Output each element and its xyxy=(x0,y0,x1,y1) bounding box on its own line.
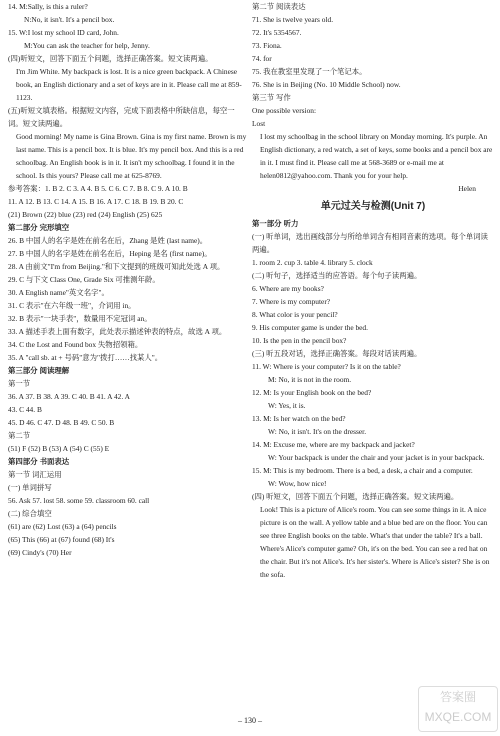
text-line: 第三节 写作 xyxy=(252,93,291,102)
text-line: 第三部分 阅读理解 xyxy=(8,366,70,375)
text-line: (二) 综合填空 xyxy=(8,509,52,518)
text-line: W: Yes, it is. xyxy=(268,401,306,410)
text-line: 9. His computer game is under the bed. xyxy=(252,323,368,332)
text-line: (四)听短文，回答下面五个问题，选择正确答案。短文读两遍。 xyxy=(8,54,213,63)
text-line: (五)听短文填表格。根据短文内容，完成下面表格中所缺信息，每空一词。短文读两遍。 xyxy=(8,106,235,128)
text-line: I lost my schoolbag in the school library on Monday morning. It's purple. An English dictionary, a red watch, a set of keys, some books and a pencil box are in it. I must find it. Please call me at 568-3689 or e-mail me at helen0812@yahoo.com. Thank you for your help. xyxy=(260,132,493,180)
text-line: (21) Brown (22) blue (23) red (24) English (25) 625 xyxy=(8,210,163,219)
text-line: 35. A "call sb. at + 号码"意为"拨打……找某人"。 xyxy=(8,353,163,362)
text-line: 第一部分 听力 xyxy=(252,219,299,228)
text-line: 8. What color is your pencil? xyxy=(252,310,338,319)
text-line: 14. M: Excuse me, where are my backpack and jacket? xyxy=(252,440,415,449)
text-line: (61) are (62) Lost (63) a (64) pencils xyxy=(8,522,117,531)
text-line: 28. A 由前文"I'm from Beijing."和下文提到的班级可知此处选 A 项。 xyxy=(8,262,225,271)
text-line: 第一节 xyxy=(8,379,31,388)
text-line: 72. It's 5354567. xyxy=(252,28,302,37)
text-line: (二) 听句子，选择适当的应答语。每个句子读两遍。 xyxy=(252,271,422,280)
text-line: 第四部分 书面表达 xyxy=(8,457,70,466)
text-line: 34. C the Lost and Found box 失物招领箱。 xyxy=(8,340,143,349)
text-line: Look! This is a picture of Alice's room. You can see some things in it. A nice picture is on the wall. A yellow table and a blue bed are on the floor. You can see three English books on the table. What's that under the table? It's a ball. Where's Alice's computer game? Oh, it's on the bed. You can see a red hat on the chair. But it's not Alice's. It's her sister's. Where is Alice's sister? She is on the sofa. xyxy=(260,505,490,579)
right-bottom-section xyxy=(252,217,494,581)
text-line: M: No, it is not in the room. xyxy=(268,375,352,384)
text-line: 第一节 词汇运用 xyxy=(8,470,62,479)
text-line: I'm Jim White. My backpack is lost. It is a nice green backpack. A Chinese book, an English dictionary and a set of keys are in it. Please call me at 859-1123. xyxy=(16,67,242,102)
text-line: 33. A 描述手表上面有数字，此处表示描述钟表的特点，故选 A 项。 xyxy=(8,327,227,336)
text-line: N:No, it isn't. It's a pencil box. xyxy=(24,15,115,24)
text-line: 第二节 阅读表达 xyxy=(252,2,306,11)
right-column xyxy=(252,0,494,581)
text-line: 43. C 44. B xyxy=(8,405,42,414)
text-line: 29. C 与下文 Class One, Grade Six 可推测年龄。 xyxy=(8,275,160,284)
text-line: 12. M: Is your English book on the bed? xyxy=(252,388,372,397)
page-number: – 130 – xyxy=(238,716,262,725)
text-line: (69) Cindy's (70) Her xyxy=(8,548,72,557)
text-line: 参考答案：1. B 2. C 3. A 4. B 5. C 6. C 7. B 8. C 9. A 10. B xyxy=(8,184,188,193)
text-line: 15. W:I lost my school ID card, John. xyxy=(8,28,119,37)
text-line: 1. room 2. cup 3. table 4. library 5. clock xyxy=(252,258,373,267)
text-line: 15. M: This is my bedroom. There is a bed, a desk, a chair and a computer. xyxy=(252,466,473,475)
text-line: 74. for xyxy=(252,54,272,63)
text-line: 76. She is in Beijing (No. 10 Middle School) now. xyxy=(252,80,401,89)
signature: Helen xyxy=(458,184,476,193)
text-line: (一) 单词拼写 xyxy=(8,483,52,492)
text-line: 14. M:Sally, is this a ruler? xyxy=(8,2,88,11)
text-line: 73. Fiona. xyxy=(252,41,282,50)
text-line: 45. D 46. C 47. D 48. B 49. C 50. B xyxy=(8,418,115,427)
text-line: 10. Is the pen in the pencil box? xyxy=(252,336,347,345)
text-line: 31. C 表示"在六年级一班"，介词用 in。 xyxy=(8,301,136,310)
text-line: 30. A English name"英文名字"。 xyxy=(8,288,109,297)
right-top-section xyxy=(252,0,494,182)
text-line: 第二部分 完形填空 xyxy=(8,223,70,232)
text-line: W: Wow, how nice! xyxy=(268,479,327,488)
watermark-logo: 答案圈 MXQE.COM xyxy=(418,686,498,732)
text-line: 32. B 表示"一块手表"，数量用不定冠词 an。 xyxy=(8,314,152,323)
text-line: 11. W: Where is your computer? Is it on the table? xyxy=(252,362,401,371)
text-line: 26. B 中国人的名字是姓在前名在后，Zhang 是姓 (last name)。 xyxy=(8,236,208,245)
text-line: 27. B 中国人的名字是姓在前名在后，Heping 是名 (first name)。 xyxy=(8,249,212,258)
text-line: Lost xyxy=(252,119,266,128)
text-line: (51) F (52) B (53) A (54) C (55) E xyxy=(8,444,110,453)
text-line: 13. M: Is her watch on the bed? xyxy=(252,414,346,423)
text-line: 第二节 xyxy=(8,431,31,440)
text-line: W: Your backpack is under the chair and your jacket is in your backpack. xyxy=(268,453,485,462)
text-line: 56. Ask 57. lost 58. some 59. classroom 60. call xyxy=(8,496,150,505)
text-line: One possible version: xyxy=(252,106,317,115)
text-line: 11. A 12. B 13. C 14. A 15. B 16. A 17. C 18. B 19. B 20. C xyxy=(8,197,184,206)
text-line: 6. Where are my books? xyxy=(252,284,324,293)
text-line: (一) 听单词，选出画线部分与所给单词含有相同音素的选项。每个单词读两遍。 xyxy=(252,232,488,254)
text-line: Good morning! My name is Gina Brown. Gina is my first name. Brown is my last name. This is a pencil box. It is blue. It's my pencil box. And this is a red schoolbag. An English book is in it. It isn't my schoolbag. I found it in the school. Is this yours? Please call me at 625-8769. xyxy=(16,132,247,180)
text-line: M:You can ask the teacher for help, Jenny. xyxy=(24,41,150,50)
text-line: 36. A 37. B 38. A 39. C 40. B 41. A 42. A xyxy=(8,392,130,401)
text-line: (四) 听短文，回答下面五个问题，选择正确答案。短文读两遍。 xyxy=(252,492,459,501)
text-line: (三) 听五段对话，选择正确答案。每段对话读两遍。 xyxy=(252,349,422,358)
unit-title: 单元过关与检测(Unit 7) xyxy=(320,201,426,212)
text-line: (65) This (66) at (67) found (68) It's xyxy=(8,535,115,544)
left-column xyxy=(8,0,248,559)
text-line: 7. Where is my computer? xyxy=(252,297,331,306)
text-line: W: No, it isn't. It's on the dresser. xyxy=(268,427,367,436)
text-line: 75. 我在教室里发现了一个笔记本。 xyxy=(252,67,367,76)
text-line: 71. She is twelve years old. xyxy=(252,15,334,24)
